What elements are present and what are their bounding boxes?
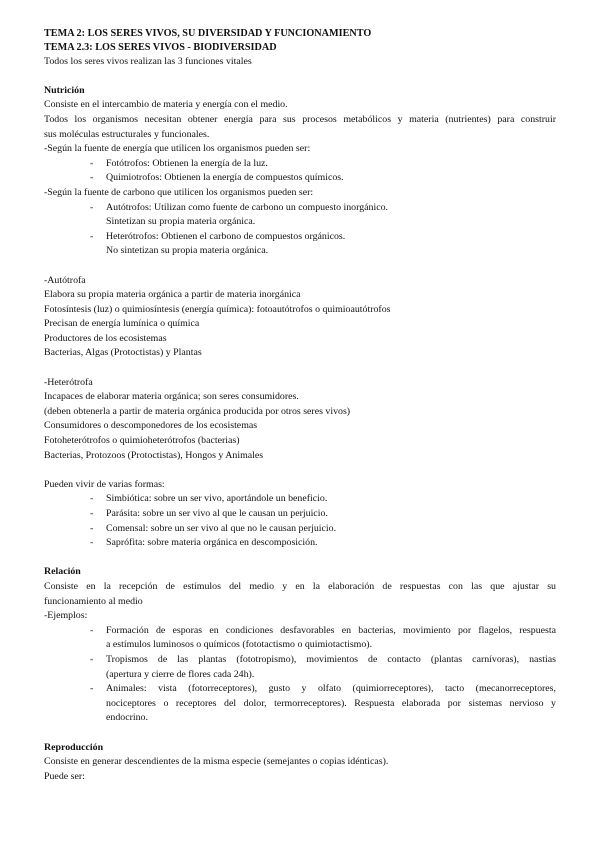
list-item-text: Autótrofos: Utilizan como fuente de carbono un compuesto inorgánico.	[106, 201, 389, 213]
document-subtitle: TEMA 2.3: LOS SERES VIVOS - BIODIVERSIDAD	[44, 41, 277, 53]
reproduccion-paragraph-1: Consiste en generar descendientes de la misma especie (semejantes o copias idénticas).	[44, 756, 389, 768]
relacion-paragraph-line-1: Consiste en la recepción de estímulos del medio y en la elaboración de respuestas con las que ajustar su	[44, 580, 556, 592]
heterotrofa-line: Consumidores o descomponedores de los ecosistemas	[44, 420, 258, 432]
list-item-text: Tropismos de las plantas (fototropismo), movimientos de contacto (plantas carnívoras), nastias	[106, 653, 556, 665]
reproduccion-paragraph-2: Puede ser:	[44, 770, 85, 782]
autotrofa-title: -Autótrofa	[44, 274, 86, 286]
list-item-text: Parásita: sobre un ser vivo al que le causan un perjuicio.	[106, 508, 328, 519]
list-item	[44, 682, 556, 726]
section-heading-reproduccion: Reproducción	[44, 741, 104, 753]
list-item-text: Fotótrofos: Obtienen la energía de la luz.	[106, 157, 268, 169]
bullet-dash: -	[90, 493, 94, 505]
bullet-dash: -	[90, 172, 94, 184]
nutricion-paragraph-1: Consiste en el intercambio de materia y energía con el medio.	[44, 99, 288, 111]
autotrofa-line: Productores de los ecosistemas	[44, 332, 167, 344]
list-item-continuation: nociceptores o receptores del dolor, termorreceptores). Respuesta elaborada por sistemas nervioso y	[106, 697, 556, 709]
list-item	[44, 653, 556, 682]
autotrofa-line: Elabora su propia materia orgánica a partir de materia inorgánica	[44, 289, 301, 301]
list-item-text: Heterótrofos: Obtienen el carbono de compuestos orgánicos.	[106, 230, 346, 242]
list-item	[44, 507, 556, 522]
list-item-text: Formación de esporas en condiciones desfavorables en bacterias, movimiento por flagelos, respuesta	[106, 624, 556, 636]
bullet-dash: -	[90, 683, 94, 695]
list-item	[44, 201, 556, 230]
list-item-continuation: endocrino.	[106, 712, 148, 724]
carbono-list	[44, 201, 556, 259]
list-item-text: Quimiotrofos: Obtienen la energía de compuestos químicos.	[106, 172, 344, 184]
ejemplos-list	[44, 624, 556, 726]
heterotrofa-line: Fotoheterótrofos o quimioheterótrofos (bacterias)	[44, 435, 240, 447]
formas-intro: Pueden vivir de varias formas:	[44, 478, 165, 490]
nutricion-paragraph-2-line-2: sus moléculas estructurales y funcionales.	[44, 128, 210, 140]
carbono-intro: -Según la fuente de carbono que utilicen los organismos pueden ser:	[44, 186, 314, 198]
section-heading-relacion: Relación	[44, 566, 81, 578]
bullet-dash: -	[90, 508, 94, 519]
energia-intro: -Según la fuente de energía que utilicen los organismos pueden ser:	[44, 143, 311, 155]
list-item	[44, 230, 556, 259]
list-item-text: Comensal: sobre un ser vivo al que no le causan perjuicio.	[106, 522, 337, 534]
list-item	[44, 171, 556, 186]
list-item	[44, 522, 556, 537]
list-item-continuation: No sintetizan su propia materia orgánica.	[106, 245, 269, 257]
ejemplos-intro: -Ejemplos:	[44, 610, 88, 622]
formas-list	[44, 492, 556, 550]
list-item-continuation: Sintetizan su propia materia orgánica.	[106, 216, 256, 228]
intro-text: Todos los seres vivos realizan las 3 funciones vitales	[44, 55, 252, 67]
list-item	[44, 624, 556, 653]
bullet-dash: -	[90, 522, 94, 534]
bullet-dash: -	[90, 653, 94, 665]
heterotrofa-line: Bacterias, Protozoos (Protoctistas), Hongos y Animales	[44, 449, 264, 461]
autotrofa-line: Precisan de energía lumínica o química	[44, 318, 200, 330]
list-item-continuation: (apertura y cierre de flores cada 24h).	[106, 668, 255, 680]
autotrofa-line: Fotosíntesis (luz) o quimiosíntesis (energía química): fotoautótrofos o quimioautótrofos	[44, 303, 391, 315]
document-content	[44, 27, 556, 784]
heterotrofa-line: Incapaces de elaborar materia orgánica; son seres consumidores.	[44, 391, 299, 403]
nutricion-paragraph-2-line-1: Todos los organismos necesitan obtener energía para sus procesos metabólicos y materia (nutrientes) para construir	[44, 113, 556, 125]
list-item	[44, 492, 556, 507]
bullet-dash: -	[90, 624, 94, 636]
autotrofa-line: Bacterias, Algas (Protoctistas) y Plantas	[44, 347, 202, 359]
list-item-continuation: a estímulos luminosos o químicos (fototactismo o quimiotactismo).	[106, 639, 373, 651]
section-heading-nutricion: Nutrición	[44, 84, 85, 96]
document-title: TEMA 2: LOS SERES VIVOS, SU DIVERSIDAD Y FUNCIONAMIENTO	[44, 28, 372, 39]
bullet-dash: -	[90, 157, 94, 169]
energia-list	[44, 157, 556, 186]
list-item-text: Saprófita: sobre materia orgánica en descomposición.	[106, 537, 318, 549]
heterotrofa-line: (deben obtenerla a partir de materia orgánica producida por otros seres vivos)	[44, 405, 351, 417]
list-item-text: Animales: vista (fotorreceptores), gusto y olfato (quimiorreceptores), tacto (mecanorreceptores,	[106, 683, 556, 695]
bullet-dash: -	[90, 230, 94, 242]
bullet-dash: -	[90, 537, 94, 549]
list-item	[44, 157, 556, 172]
relacion-paragraph-line-2: funcionamiento al medio	[44, 595, 143, 607]
list-item-text: Simbiótica: sobre un ser vivo, aportándole un beneficio.	[106, 493, 328, 505]
list-item	[44, 536, 556, 551]
bullet-dash: -	[90, 201, 94, 213]
heterotrofa-title: -Heterótrofa	[44, 376, 93, 388]
